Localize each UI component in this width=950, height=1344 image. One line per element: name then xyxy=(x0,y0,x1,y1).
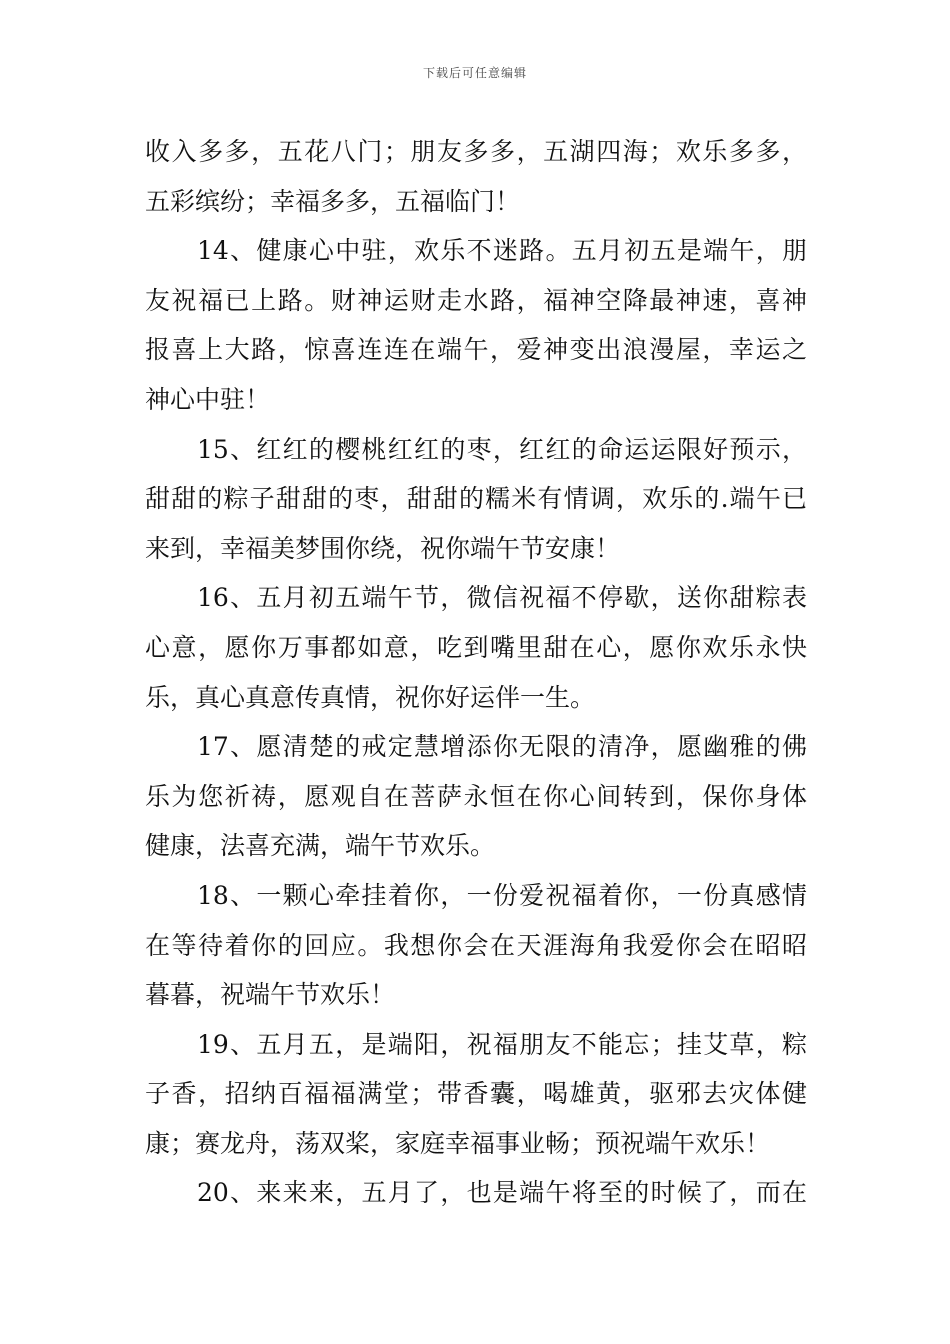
text-line: 在等待着你的回应。我想你会在天涯海角我爱你会在昭昭 xyxy=(145,930,807,960)
text-line: 19、五月五，是端阳，祝福朋友不能忘；挂艾草，粽 xyxy=(197,1029,807,1059)
page-header-note: 下载后可任意编辑 xyxy=(422,66,527,80)
text-line: 心意，愿你万事都如意，吃到嘴里甜在心，愿你欢乐永快 xyxy=(145,632,807,662)
text-line: 乐，真心真意传真情，祝你好运伴一生。 xyxy=(145,682,596,712)
text-line: 子香，招纳百福福满堂；带香囊，喝雄黄，驱邪去灾体健 xyxy=(145,1079,807,1109)
text-line: 康；赛龙舟，荡双桨，家庭幸福事业畅；预祝端午欢乐！ xyxy=(145,1128,771,1158)
text-line: 甜甜的粽子甜甜的枣，甜甜的糯米有情调，欢乐的.端午已 xyxy=(145,484,807,514)
text-line: 17、愿清楚的戒定慧增添你无限的清净，愿幽雅的佛 xyxy=(197,732,807,762)
text-line: 健康，法喜充满，端午节欢乐。 xyxy=(145,831,496,861)
text-line: 收入多多，五花八门；朋友多多，五湖四海；欢乐多多， xyxy=(145,137,807,166)
text-line: 五彩缤纷；幸福多多，五福临门！ xyxy=(145,186,521,216)
text-line: 暮暮，祝端午节欢乐！ xyxy=(145,980,396,1010)
text-line: 18、一颗心牵挂着你，一份爱祝福着你，一份真感情 xyxy=(197,880,807,910)
text-line: 来到，幸福美梦围你绕，祝你端午节安康！ xyxy=(145,533,621,563)
text-line: 乐为您祈祷，愿观自在菩萨永恒在你心间转到，保你身体 xyxy=(145,781,807,811)
text-line: 15、红红的樱桃红红的枣，红红的命运运限好预示， xyxy=(197,434,807,464)
document-body xyxy=(145,127,807,1218)
text-line: 16、五月初五端午节，微信祝福不停歇，送你甜粽表 xyxy=(197,583,807,613)
text-line: 报喜上大路，惊喜连连在端午，爱神变出浪漫屋，幸运之 xyxy=(145,335,807,365)
text-line: 14、健康心中驻，欢乐不迷路。五月初五是端午，朋 xyxy=(197,236,807,266)
text-line: 神心中驻！ xyxy=(145,384,271,414)
text-line: 20、来来来，五月了，也是端午将至的时候了，而在 xyxy=(197,1178,807,1208)
text-line: 友祝福已上路。财神运财走水路，福神空降最神速，喜神 xyxy=(145,285,807,315)
